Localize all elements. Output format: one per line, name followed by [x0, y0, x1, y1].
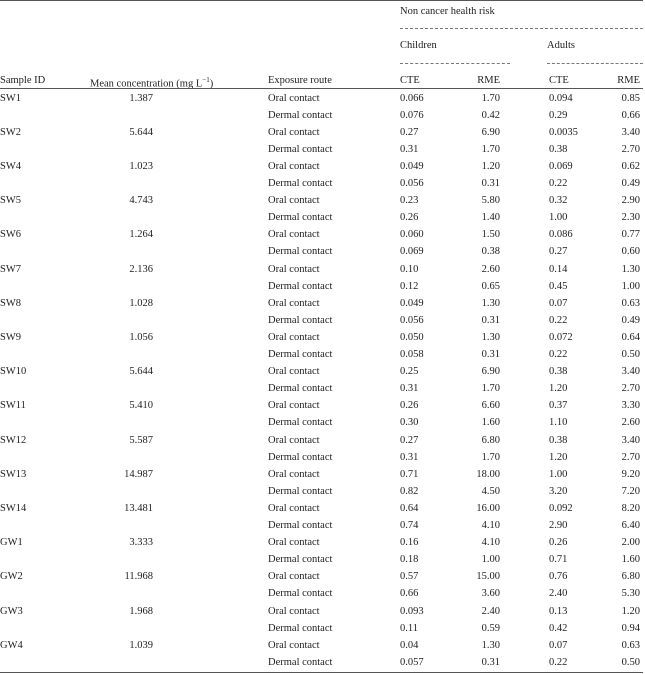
adults-cte-value: 0.072	[549, 331, 573, 343]
adults-cte-value: 0.45	[549, 280, 568, 292]
children-cte-value: 0.060	[400, 229, 424, 241]
children-rme-value: 1.70	[481, 383, 500, 395]
exposure-route: Dermal contact	[268, 451, 333, 463]
adults-cte-value: 0.07	[549, 639, 568, 651]
children-rme-value: 1.30	[481, 331, 500, 343]
mean-concentration: 2.136	[129, 263, 153, 275]
children-rme-value: 6.60	[481, 400, 500, 412]
adults-cte-value: 0.086	[549, 229, 573, 241]
children-cte-value: 0.30	[400, 417, 419, 429]
adults-cte-value: 1.10	[549, 417, 568, 429]
exposure-route: Dermal contact	[268, 349, 333, 360]
adults-cte-value: 0.22	[549, 314, 568, 326]
children-cte-value: 0.26	[400, 212, 419, 224]
children-rme-value: 1.40	[481, 212, 500, 224]
adults-rme-value: 2.70	[621, 383, 640, 395]
children-cte-value: 0.12	[400, 280, 419, 292]
mean-concentration: 5.644	[129, 126, 153, 138]
adults-rme-value: 2.90	[621, 195, 640, 207]
adults-cte-value: 0.37	[549, 400, 568, 412]
sample-id: GW2	[0, 571, 23, 583]
children-cte-value: 0.82	[400, 485, 419, 497]
children-rme-value: 4.50	[481, 485, 500, 497]
sample-id: SW11	[0, 400, 26, 412]
children-cte-value: 0.31	[400, 143, 419, 155]
mean-concentration: 14.987	[124, 468, 153, 480]
sample-id: SW5	[0, 195, 21, 207]
sample-id: GW1	[0, 537, 23, 549]
mean-concentration: 11.968	[124, 571, 153, 583]
header-rule	[0, 88, 643, 89]
adults-rme-value: 7.20	[621, 485, 640, 497]
adults-rme-value: 0.50	[621, 349, 640, 360]
adults-rme-value: 2.70	[621, 143, 640, 155]
children-rme-value: 0.65	[481, 280, 500, 292]
header-exposure-route: Exposure route	[268, 75, 332, 86]
children-cte-value: 0.093	[400, 605, 424, 617]
mean-concentration: 5.410	[129, 400, 153, 412]
adults-rme-value: 3.30	[621, 400, 640, 412]
exposure-route: Dermal contact	[268, 554, 333, 566]
bottom-rule	[0, 672, 643, 673]
sample-id: SW2	[0, 126, 21, 138]
adults-rme-value: 0.64	[621, 331, 640, 343]
children-cte-value: 0.10	[400, 263, 419, 275]
exposure-route: Oral contact	[268, 537, 320, 549]
adults-rme-value: 5.30	[621, 588, 640, 600]
exposure-route: Oral contact	[268, 639, 320, 651]
top-rule	[0, 0, 643, 1]
exposure-route: Oral contact	[268, 160, 320, 172]
adults-cte-value: 0.38	[549, 143, 568, 155]
children-cte-value: 0.066	[400, 92, 424, 104]
adults-rme-value: 1.20	[621, 605, 640, 617]
adults-cte-value: 2.40	[549, 588, 568, 600]
children-rme-value: 1.70	[481, 92, 500, 104]
mean-concentration: 1.039	[129, 639, 153, 651]
header-sample-id: Sample ID	[0, 75, 46, 86]
sample-id: SW8	[0, 297, 21, 309]
children-cte-value: 0.31	[400, 451, 419, 463]
adults-cte-value: 0.14	[549, 263, 568, 275]
sample-id: SW6	[0, 229, 21, 241]
children-cte-value: 0.049	[400, 297, 424, 309]
exposure-route: Dermal contact	[268, 485, 333, 497]
adults-rme-value: 2.00	[621, 537, 640, 549]
children-rme-value: 0.31	[481, 656, 500, 668]
sample-id: SW4	[0, 160, 21, 172]
mean-concentration: 4.743	[129, 195, 153, 207]
exposure-route: Oral contact	[268, 331, 320, 343]
exposure-route: Dermal contact	[268, 280, 333, 292]
group-divider	[400, 28, 643, 29]
children-rme-value: 15.00	[476, 571, 500, 583]
adults-rme-value: 8.20	[621, 502, 640, 514]
adults-cte-value: 0.29	[549, 109, 568, 121]
adults-rme-value: 0.63	[621, 297, 640, 309]
adults-rme-value: 0.94	[621, 622, 640, 634]
exposure-route: Dermal contact	[268, 212, 333, 224]
children-cte-value: 0.16	[400, 537, 419, 549]
exposure-route: Oral contact	[268, 297, 320, 309]
adults-cte-value: 0.22	[549, 349, 568, 360]
children-rme-value: 1.00	[481, 554, 500, 566]
adults-cte-value: 1.20	[549, 383, 568, 395]
children-cte-value: 0.057	[400, 656, 424, 668]
mean-concentration: 1.264	[129, 229, 153, 241]
children-cte-value: 0.056	[400, 178, 424, 189]
exposure-route: Dermal contact	[268, 314, 333, 326]
header-mean-concentration: Mean concentration (mg $L^{-1}$)	[90, 76, 214, 90]
adults-cte-value: 0.094	[549, 92, 573, 104]
children-cte-value: 0.26	[400, 400, 419, 412]
exposure-route: Dermal contact	[268, 246, 333, 258]
children-cte-value: 0.71	[400, 468, 419, 480]
adults-cte-value: 0.38	[549, 434, 568, 446]
children-rme-value: 2.40	[481, 605, 500, 617]
adults-cte-value: 0.0035	[549, 126, 578, 138]
children-rme-value: 4.10	[481, 537, 500, 549]
children-rme-value: 3.60	[481, 588, 500, 600]
children-rme-value: 6.90	[481, 366, 500, 378]
children-cte-value: 0.069	[400, 246, 424, 258]
exposure-route: Dermal contact	[268, 383, 333, 395]
children-rme-value: 1.70	[481, 451, 500, 463]
adults-cte-value: 0.07	[549, 297, 568, 309]
children-cte-value: 0.056	[400, 314, 424, 326]
adults-rme-value: 0.49	[621, 314, 640, 326]
children-rme-value: 6.90	[481, 126, 500, 138]
header-children: Children	[400, 40, 437, 51]
sample-id: SW10	[0, 366, 27, 378]
adults-rme-value: 2.30	[621, 212, 640, 224]
children-rme-value: 1.60	[481, 417, 500, 429]
sample-id: SW12	[0, 434, 27, 446]
exposure-route: Dermal contact	[268, 417, 333, 429]
adults-cte-value: 0.27	[549, 246, 568, 258]
exposure-route: Oral contact	[268, 263, 320, 275]
exposure-route: Dermal contact	[268, 520, 333, 531]
children-cte-value: 0.11	[400, 622, 418, 634]
adults-rme-value: 0.62	[621, 160, 640, 172]
mean-concentration: 1.028	[129, 297, 153, 309]
exposure-route: Oral contact	[268, 366, 320, 378]
children-cte-value: 0.050	[400, 331, 424, 343]
children-rme-value: 1.30	[481, 639, 500, 651]
adults-rme-value: 1.60	[621, 554, 640, 566]
mean-concentration: 1.056	[129, 331, 153, 343]
mean-concentration: 1.968	[129, 605, 153, 617]
exposure-route: Oral contact	[268, 229, 320, 241]
children-cte-value: 0.66	[400, 588, 419, 600]
header-adults-cte: CTE	[549, 75, 569, 86]
children-cte-value: 0.31	[400, 383, 419, 395]
sample-id: SW1	[0, 92, 21, 104]
adults-rme-value: 3.40	[621, 366, 640, 378]
children-rme-value: 0.31	[481, 314, 500, 326]
adults-rme-value: 2.60	[621, 417, 640, 429]
children-rme-value: 0.31	[481, 178, 500, 189]
adults-cte-value: 0.13	[549, 605, 568, 617]
sample-id: SW9	[0, 331, 21, 343]
exposure-route: Dermal contact	[268, 178, 333, 189]
adults-cte-value: 0.092	[549, 502, 573, 514]
exposure-route: Oral contact	[268, 468, 320, 480]
children-rme-value: 0.31	[481, 349, 500, 360]
children-cte-value: 0.049	[400, 160, 424, 172]
mean-concentration: 3.333	[129, 537, 153, 549]
adults-rme-value: 1.30	[621, 263, 640, 275]
children-cte-value: 0.04	[400, 639, 419, 651]
adults-cte-value: 0.22	[549, 656, 568, 668]
sample-id: GW3	[0, 605, 23, 617]
children-rme-value: 1.70	[481, 143, 500, 155]
adults-rme-value: 0.49	[621, 178, 640, 189]
header-children-cte: CTE	[400, 75, 420, 86]
exposure-route: Dermal contact	[268, 622, 333, 634]
mean-concentration: 1.387	[129, 92, 153, 104]
adults-cte-value: 0.26	[549, 537, 568, 549]
children-rme-value: 16.00	[476, 502, 500, 514]
children-rme-value: 0.42	[481, 109, 500, 121]
children-cte-value: 0.27	[400, 434, 419, 446]
adults-cte-value: 3.20	[549, 485, 568, 497]
exposure-route: Dermal contact	[268, 109, 333, 121]
header-adults-rme: RME	[617, 75, 640, 86]
adults-rme-value: 6.40	[621, 520, 640, 531]
adults-cte-value: 0.38	[549, 366, 568, 378]
exposure-route: Oral contact	[268, 434, 320, 446]
adults-rme-value: 3.40	[621, 126, 640, 138]
header-children-rme: RME	[477, 75, 500, 86]
children-rme-value: 5.80	[481, 195, 500, 207]
mean-concentration: 5.644	[129, 366, 153, 378]
exposure-route: Oral contact	[268, 92, 320, 104]
children-rme-value: 0.59	[481, 622, 500, 634]
sample-id: SW13	[0, 468, 27, 480]
children-rme-value: 2.60	[481, 263, 500, 275]
exposure-route: Oral contact	[268, 502, 320, 514]
exposure-route: Oral contact	[268, 571, 320, 583]
adults-cte-value: 2.90	[549, 520, 568, 531]
mean-concentration: 13.481	[124, 502, 153, 514]
exposure-route: Dermal contact	[268, 656, 333, 668]
children-rme-value: 1.30	[481, 297, 500, 309]
adults-cte-value: 0.069	[549, 160, 573, 172]
adults-rme-value: 3.40	[621, 434, 640, 446]
adults-rme-value: 2.70	[621, 451, 640, 463]
children-rme-value: 6.80	[481, 434, 500, 446]
children-rme-value: 0.38	[481, 246, 500, 258]
children-cte-value: 0.64	[400, 502, 419, 514]
adults-cte-value: 1.20	[549, 451, 568, 463]
children-divider	[400, 63, 510, 64]
exposure-route: Dermal contact	[268, 588, 333, 600]
adults-rme-value: 0.77	[621, 229, 640, 241]
adults-rme-value: 6.80	[621, 571, 640, 583]
exposure-route: Oral contact	[268, 605, 320, 617]
children-cte-value: 0.57	[400, 571, 419, 583]
sample-id: GW4	[0, 639, 23, 651]
mean-concentration: 5.587	[129, 434, 153, 446]
sample-id: SW14	[0, 502, 27, 514]
children-cte-value: 0.076	[400, 109, 424, 121]
exposure-route: Dermal contact	[268, 143, 333, 155]
adults-rme-value: 0.66	[621, 109, 640, 121]
mean-concentration: 1.023	[129, 160, 153, 172]
adults-rme-value: 0.63	[621, 639, 640, 651]
adults-rme-value: 0.85	[621, 92, 640, 104]
adults-rme-value: 0.50	[621, 656, 640, 668]
header-group-label: Non cancer health risk	[400, 6, 495, 17]
children-rme-value: 1.50	[481, 229, 500, 241]
adults-rme-value: 1.00	[621, 280, 640, 292]
exposure-route: Oral contact	[268, 126, 320, 138]
children-cte-value: 0.74	[400, 520, 419, 531]
adults-cte-value: 1.00	[549, 212, 568, 224]
children-cte-value: 0.27	[400, 126, 419, 138]
children-rme-value: 18.00	[476, 468, 500, 480]
adults-divider	[547, 63, 643, 64]
children-cte-value: 0.18	[400, 554, 419, 566]
children-cte-value: 0.058	[400, 349, 424, 360]
children-rme-value: 1.20	[481, 160, 500, 172]
adults-rme-value: 0.60	[621, 246, 640, 258]
adults-cte-value: 1.00	[549, 468, 568, 480]
adults-cte-value: 0.32	[549, 195, 568, 207]
exposure-route: Oral contact	[268, 195, 320, 207]
adults-cte-value: 0.42	[549, 622, 568, 634]
adults-cte-value: 0.22	[549, 178, 568, 189]
adults-cte-value: 0.76	[549, 571, 568, 583]
sample-id: SW7	[0, 263, 21, 275]
adults-rme-value: 9.20	[621, 468, 640, 480]
exposure-route: Oral contact	[268, 400, 320, 412]
adults-cte-value: 0.71	[549, 554, 568, 566]
children-cte-value: 0.23	[400, 195, 419, 207]
children-cte-value: 0.25	[400, 366, 419, 378]
children-rme-value: 4.10	[481, 520, 500, 531]
header-adults: Adults	[547, 40, 576, 51]
